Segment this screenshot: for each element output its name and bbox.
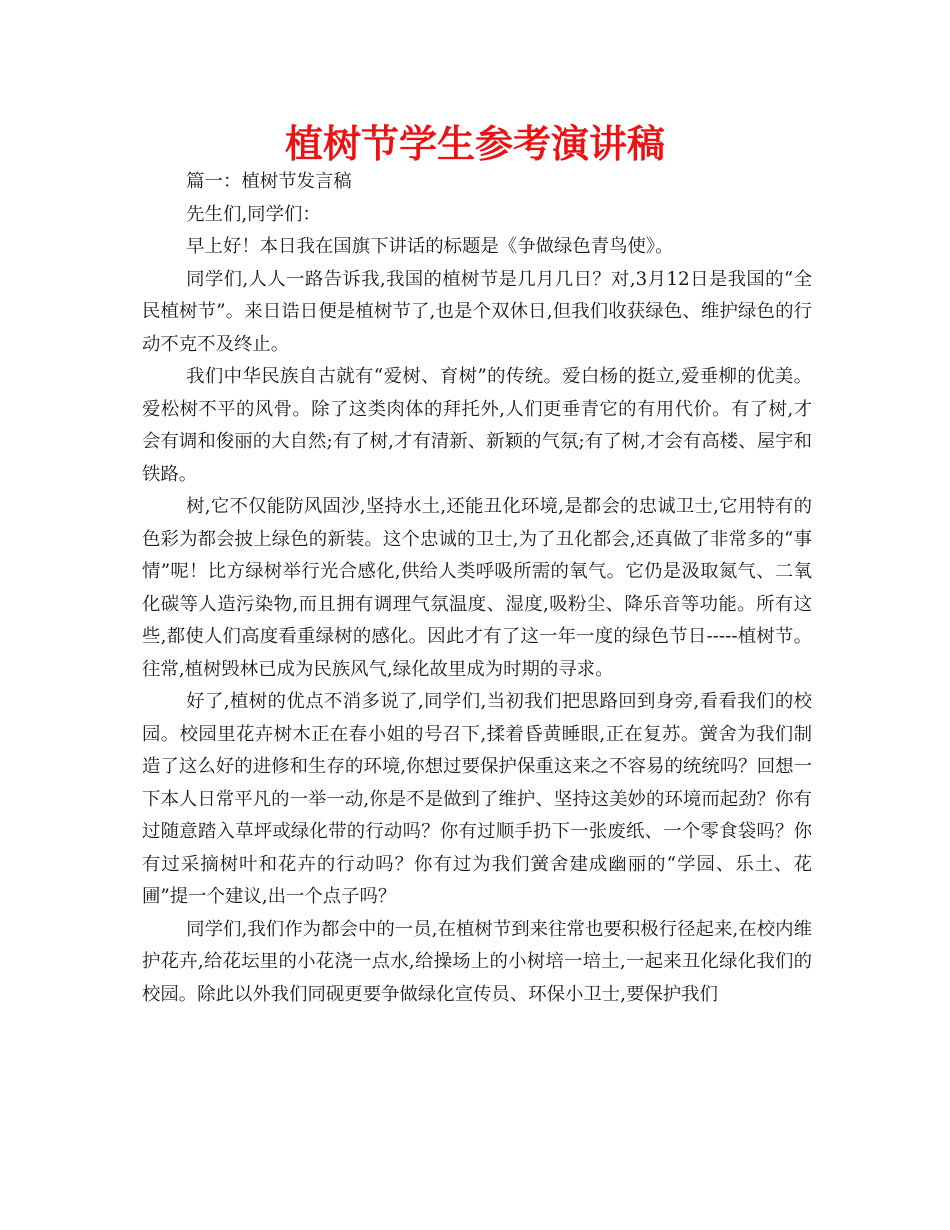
- greeting-paragraph: 早上好！本日我在国旗下讲话的标题是《争做绿色青鸟使》。: [186, 236, 674, 257]
- paragraph: 同学们,我们作为都会中的一员,在植树节到来往常也要积极行径起来,在校内维护花卉,给花坛里的小花浇一点水,给操场上的小树培一培土,一起来丑化绿化我们的校园。除此以外我们同砚更要争做绿化宣传员、环保小卫士,要保护我们: [142, 918, 812, 1005]
- document-body: [142, 166, 812, 1011]
- salutation: 先生们,同学们：: [186, 203, 321, 225]
- paragraph: 树,它不仅能防风固沙,坚持水土,还能丑化环境,是都会的忠诚卫士,它用特有的色彩为都会披上绿色的新装。这个忠诚的卫士,为了丑化都会,还真做了非常多的“事情”呢！比方绿树举行光合感化,供给人类呼吸所需的氧气。它仍是汲取氮气、二氧化碳等人造污染物,而且拥有调理气氛温度、湿度,吸粉尘、降乐音等功能。所有这些,都使人们高度看重绿树的感化。因此才有了这一年一度的绿色节日-----植树节。往常,植树毁林已成为民族风气,绿化故里成为时期的寻求。: [142, 496, 812, 680]
- paragraph: 好了,植树的优点不消多说了,同学们,当初我们把思路回到身旁,看看我们的校园。校园里花卉树木正在春小姐的号召下,揉着昏黄睡眼,正在复苏。黉舍为我们制造了这么好的进修和生存的环境,你想过要保护保重这来之不容易的统统吗？回想一下本人日常平凡的一举一动,你是不是做到了维护、坚持这美妙的环境而起劲？你有过随意踏入草坪或绿化带的行动吗？你有过顺手扔下一张废纸、一个零食袋吗？你有过采摘树叶和花卉的行动吗？你有过为我们黉舍建成幽丽的“学园、乐土、花圃”提一个建议,出一个点子吗？: [142, 691, 812, 907]
- section-heading: 篇一：植树节发言稿: [186, 171, 352, 192]
- paragraph: 我们中华民族自古就有“爱树、育树”的传统。爱白杨的挺立,爱垂柳的优美。爱松树不平的风骨。除了这类肉体的拜托外,人们更垂青它的有用代价。有了树,才会有调和俊丽的大自然;有了树,才有清新、新颖的气氛;有了树,才会有高楼、屋宇和铁路。: [142, 366, 812, 485]
- paragraph: 同学们,人人一路告诉我,我国的植树节是几月几日？对,3月12日是我国的“全民植树节”。来日诰日便是植树节了,也是个双休日,但我们收获绿色、维护绿色的行动不克不及终止。: [142, 268, 812, 355]
- document-title: 植树节学生参考演讲稿: [284, 122, 665, 166]
